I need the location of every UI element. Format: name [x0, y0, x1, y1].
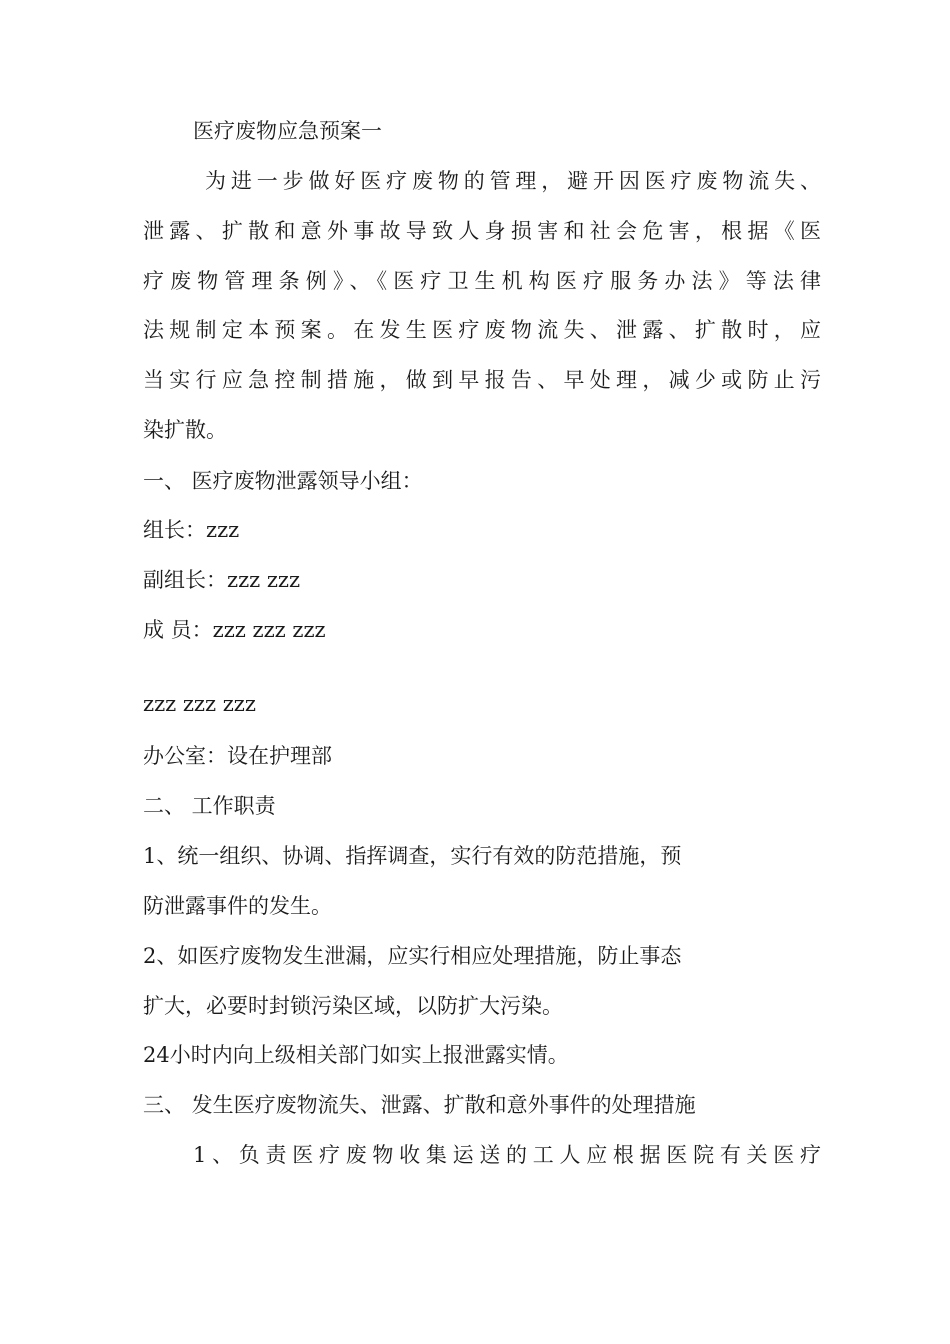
- section-1-heading: 一、 医疗废物泄露领导小组：: [143, 469, 423, 493]
- duty-2-line-1: 2、如医疗废物发生泄漏，应实行相应处理措施，防止事态: [143, 944, 682, 968]
- intro-line-6: 染扩散。: [143, 418, 227, 442]
- intro-line-5: 当实行应急控制措施，做到早报告、早处理，减少或防止污: [143, 368, 821, 392]
- duty-1-line-2: 防泄露事件的发生。: [143, 894, 332, 918]
- team-leader: 组长：zzz: [143, 518, 240, 542]
- section-2-heading: 二、 工作职责: [143, 794, 276, 818]
- measure-1-line-1: 1、负责医疗废物收集运送的工人应根据医院有关医疗: [193, 1143, 821, 1167]
- document-title: 医疗废物应急预案一: [193, 119, 382, 143]
- intro-line-3: 疗废物管理条例》、《医疗卫生机构医疗服务办法》等法律: [143, 269, 821, 293]
- section-3-heading: 三、 发生医疗废物流失、泄露、扩散和意外事件的处理措施: [143, 1093, 696, 1117]
- team-members-continued: zzz zzz zzz: [143, 692, 256, 716]
- duty-2-line-3: 24小时内向上级相关部门如实上报泄露实情。: [143, 1043, 569, 1067]
- duty-1-line-1: 1、统一组织、协调、指挥调查，实行有效的防范措施，预: [143, 844, 682, 868]
- intro-line-2: 泄露、扩散和意外事故导致人身损害和社会危害，根据《医: [143, 219, 821, 243]
- team-deputy: 副组长：zzz zzz: [143, 568, 301, 592]
- duty-2-line-2: 扩大，必要时封锁污染区域，以防扩大污染。: [143, 994, 563, 1018]
- office-location: 办公室：设在护理部: [143, 744, 332, 768]
- intro-line-1: 为进一步做好医疗废物的管理，避开因医疗废物流失、: [205, 169, 821, 193]
- intro-line-4: 法规制定本预案。在发生医疗废物流失、泄露、扩散时，应: [143, 318, 821, 342]
- team-members: 成 员：zzz zzz zzz: [143, 618, 326, 642]
